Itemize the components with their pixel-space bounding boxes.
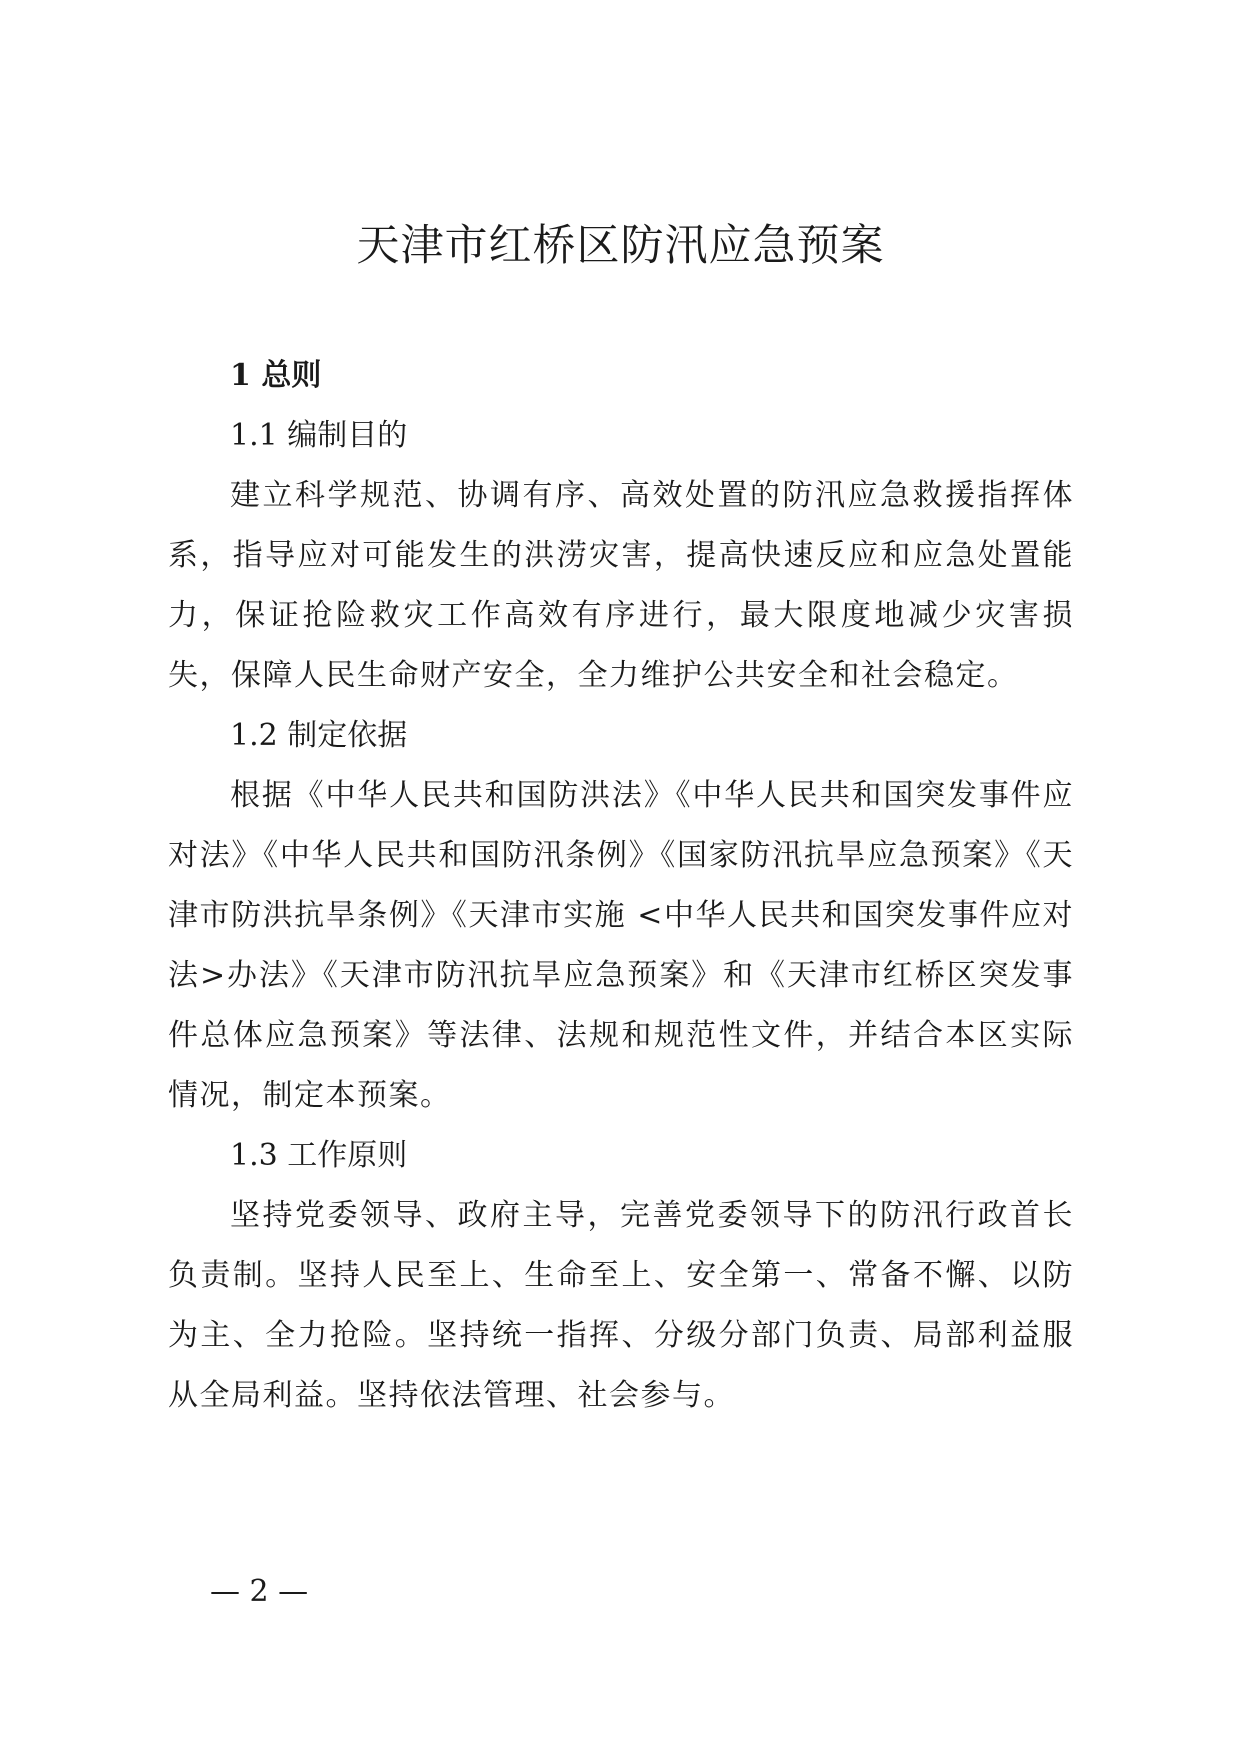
page-number: — 2 — (210, 1574, 309, 1609)
section-heading-purpose: 1.1 编制目的 (230, 418, 408, 453)
document-title: 天津市红桥区防汛应急预案 (356, 221, 885, 271)
section-body-purpose: 建立科学规范、协调有序、高效处置的防汛应急救援指挥体系，指导应对可能发生的洪涝灾害，提高快速反应和应急处置能力，保证抢险救灾工作高效有序进行，最大限度地减少灾害损失，保障人民生命财产安全，全力维护公共安全和社会稳定。 (168, 478, 1074, 693)
section-body-principles: 坚持党委领导、政府主导，完善党委领导下的防汛行政首长负责制。坚持人民至上、生命至上、安全第一、常备不懈、以防为主、全力抢险。坚持统一指挥、分级分部门负责、局部利益服从全局利益。坚持依法管理、社会参与。 (168, 1198, 1074, 1413)
section-heading-basis: 1.2 制定依据 (230, 718, 408, 753)
section-heading-principles: 1.3 工作原则 (230, 1138, 408, 1173)
section-heading-general: 1 总则 (230, 358, 322, 393)
section-body-basis: 根据《中华人民共和国防洪法》《中华人民共和国突发事件应对法》《中华人民共和国防汛条例》《国家防汛抗旱应急预案》《天津市防洪抗旱条例》《天津市实施 <中华人民共和国突发事件应对法>办法》《天津市防汛抗旱应急预案》和《天津市红桥区突发事件总体应急预案》等法律、法规和规范性文件，并结合本区实际情况，制定本预案。 (168, 778, 1074, 1113)
document-body (168, 346, 1074, 1426)
